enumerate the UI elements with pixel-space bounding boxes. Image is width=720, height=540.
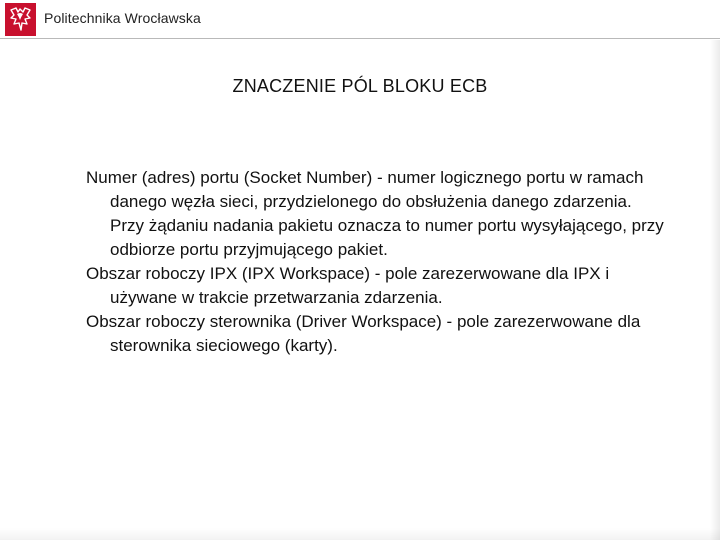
- slide-title-text: ZNACZENIE PÓL BLOKU ECB: [232, 76, 488, 96]
- slide-header: [0, 0, 720, 40]
- paragraph-driver-workspace: Obszar roboczy sterownika (Driver Workspace) - pole zarezerwowane dla sterownika sieciowego (karty).: [86, 312, 641, 355]
- header-divider: [0, 38, 720, 39]
- right-edge-shadow: [710, 40, 720, 540]
- slide-body: [86, 166, 666, 358]
- paragraph-ipx-workspace: Obszar roboczy IPX (IPX Workspace) - pole zarezerwowane dla IPX i używane w trakcie przetwarzania zdarzenia.: [86, 264, 610, 307]
- university-logo: [5, 3, 36, 36]
- university-name: Politechnika Wrocławska: [44, 10, 201, 26]
- bottom-edge-shadow: [0, 528, 720, 540]
- paragraph-socket-number: Numer (adres) portu (Socket Number) - numer logicznego portu w ramach danego węzła sieci, przydzielonego do obsłużenia danego zdarzenia. Przy żądaniu nadania pakietu oznacza to numer portu wysyłającego, przy odbiorze portu przyjmującego pakiet.: [86, 168, 664, 259]
- eagle-emblem-icon: [8, 6, 33, 33]
- slide-title: [0, 76, 720, 97]
